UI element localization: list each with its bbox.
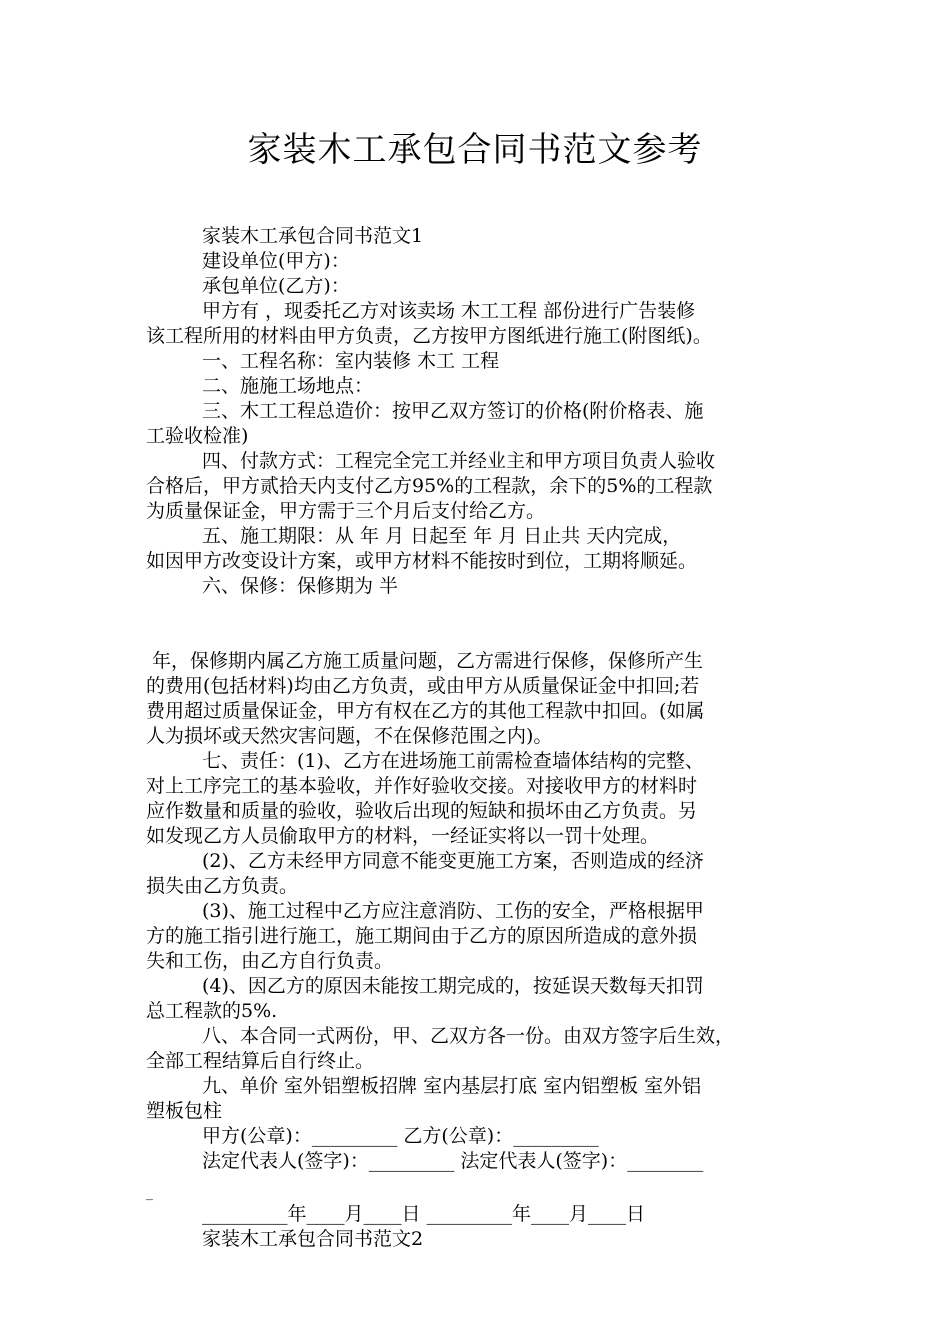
clause-line: 合格后，甲方贰拾天内支付乙方95%的工程款，余下的5%的工程款 — [146, 475, 713, 497]
clause-line: 全部工程结算后自行终止。 — [146, 1050, 375, 1072]
clause-line: 塑板包柱 — [146, 1100, 223, 1122]
document-title: 家装木工承包合同书范文参考 — [247, 130, 703, 170]
party-b-line: 承包单位(乙方)： — [202, 275, 350, 297]
clause-line: 失和工伤，由乙方自行负责。 — [146, 950, 394, 972]
clause-line: 一、工程名称：室内装修 木工 工程 — [202, 350, 500, 372]
clause-line: (3)、施工过程中乙方应注意消防、工伤的安全，严格根据甲 — [202, 900, 704, 922]
clause-line: 六、保修：保修期为 半 — [202, 575, 399, 597]
section-heading: 家装木工承包合同书范文1 — [202, 225, 424, 247]
document-body — [146, 224, 810, 1252]
clause-line: (4)、因乙方的原因未能按工期完成的，按延误天数每天扣罚 — [202, 975, 704, 997]
clause-line: 方的施工指引进行施工，施工期间由于乙方的原因所造成的意外损 — [146, 925, 698, 947]
clause-line: 如因甲方改变设计方案，或甲方材料不能按时到位，工期将顺延。 — [146, 550, 698, 572]
clause-line: 年，保修期内属乙方施工质量问题，乙方需进行保修，保修所产生 — [146, 650, 704, 672]
stray-underscore: _ — [146, 1185, 153, 1201]
clause-line: 应作数量和质量的验收，验收后出现的短缺和损坏由乙方负责。另 — [146, 800, 698, 822]
clause-line: 工验收检准) — [146, 425, 249, 447]
clause-line: 四、付款方式：工程完全完工并经业主和甲方项目负责人验收 — [202, 450, 716, 472]
clause-line: 八、本合同一式两份，甲、乙双方各一份。由双方签字后生效， — [202, 1025, 735, 1047]
clause-line: 三、木工工程总造价：按甲乙双方签订的价格(附价格表、施 — [202, 400, 704, 422]
clause-line: 七、责任：(1)、乙方在进场施工前需检查墙体结构的完整、 — [202, 750, 704, 772]
clause-line: 九、单价 室外铝塑板招牌 室内基层打底 室内铝塑板 室外铝 — [202, 1075, 702, 1097]
signature-date-line: _________年____月____日 _________年____月____日 — [202, 1203, 646, 1225]
clause-line: 如发现乙方人员偷取甲方的材料，一经证实将以一罚十处理。 — [146, 825, 660, 847]
clause-line: 五、施工期限：从 年 月 日起至 年 月 日止共 天内完成， — [202, 525, 682, 547]
signature-representative-line: 法定代表人(签字)：_________ 法定代表人(签字)：________ — [202, 1150, 704, 1172]
paragraph-line: 甲方有 ，现委托乙方对该卖场 木工工程 部份进行广告装修 — [202, 300, 696, 322]
clause-line: (2)、乙方未经甲方同意不能变更施工方案，否则造成的经济 — [202, 850, 704, 872]
paragraph-line: 该工程所用的材料由甲方负责，乙方按甲方图纸进行施工(附图纸)。 — [146, 325, 712, 347]
section-heading: 家装木工承包合同书范文2 — [202, 1228, 424, 1250]
clause-line: 人为损坏或天然灾害问题，不在保修范围之内)。 — [146, 725, 553, 747]
blank-gap — [146, 599, 810, 649]
clause-line: 为质量保证金，甲方需于三个月后支付给乙方。 — [146, 500, 546, 522]
party-a-line: 建设单位(甲方)： — [202, 250, 350, 272]
clause-line: 的费用(包括材料)均由乙方负责，或由甲方从质量保证金中扣回;若 — [146, 675, 700, 697]
clause-line: 总工程款的5%. — [146, 1000, 278, 1022]
clause-line: 对上工序完工的基本验收，并作好验收交接。对接收甲方的材料时 — [146, 775, 698, 797]
clause-line: 损失由乙方负责。 — [146, 875, 299, 897]
clause-line: 二、施施工场地点： — [202, 375, 374, 397]
signature-seal-line: 甲方(公章)：_________ 乙方(公章)：_________ — [202, 1125, 599, 1147]
clause-line: 费用超过质量保证金，甲方有权在乙方的其他工程款中扣回。(如属 — [146, 700, 705, 722]
